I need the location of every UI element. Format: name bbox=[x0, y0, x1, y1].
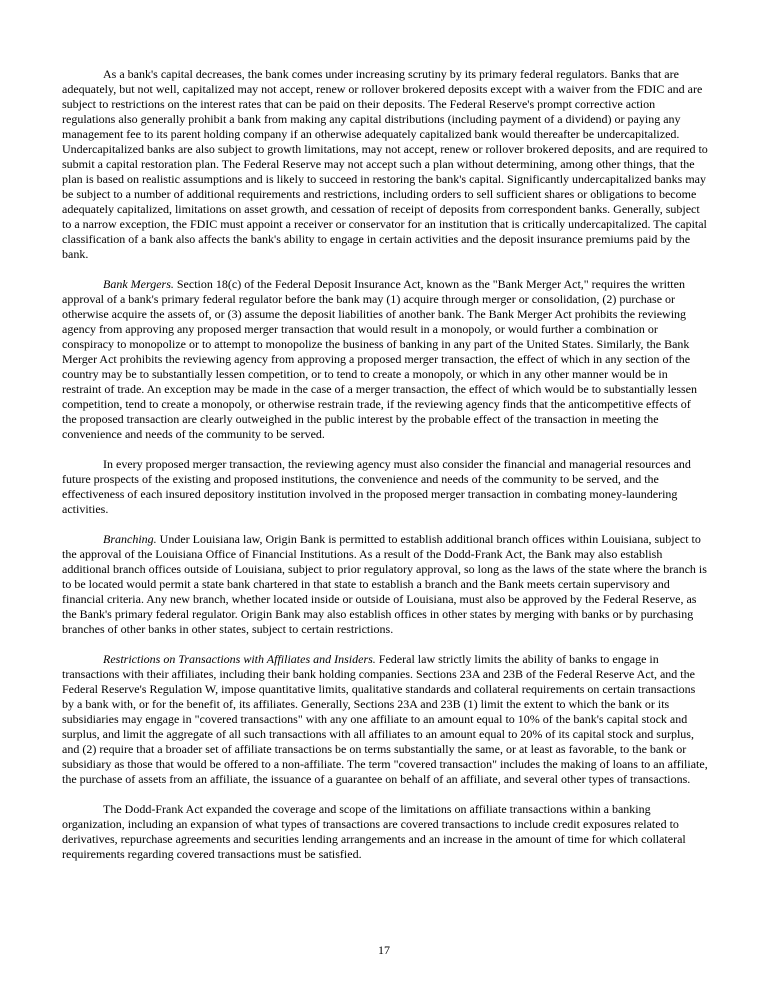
paragraph-merger-considerations bbox=[62, 457, 708, 517]
paragraph-text: Under Louisiana law, Origin Bank is permitted to establish additional branch offices within Louisiana, subject to the approval of the Louisiana Office of Financial Institutions. As a result of the Dodd-Frank Act, the Bank may also establish additional branch offices outside of Louisiana, subject to prior regulatory approval, so long as the laws of the state where the branch is to be located would permit a state bank chartered in that state to establish a branch and the Bank meets certain supervisory and financial criteria. Any new branch, whether located inside or outside of Louisiana, must also be approved by the Federal Reserve, as the Bank's primary federal regulator. Origin Bank may also establish offices in other states by merging with banks or by purchasing branches of other banks in other states, subject to certain restrictions. bbox=[62, 532, 707, 636]
paragraph-text: Federal law strictly limits the ability of banks to engage in transactions with their affiliates, including their bank holding companies. Sections 23A and 23B of the Federal Reserve Act, and the Federal Reserve's Regulation W, impose quantitative limits, qualitative standards and collateral requirements on certain transactions by a bank with, or for the benefit of, its affiliates. Generally, Sections 23A and 23B (1) limit the extent to which the bank or its subsidiaries may engage in "covered transactions" with any one affiliate to an amount equal to 10% of the bank's capital stock and surplus, and limit the aggregate of all such transactions with all affiliates to an amount equal to 20% of its capital stock and surplus, and (2) require that a broader set of affiliate transactions be on terms substantially the same, or at least as favorable, to the bank or subsidiary as those that would be offered to a non-affiliate. The term "covered transaction" includes the making of loans to an affiliate, the purchase of assets from an affiliate, the issuance of a guarantee on behalf of an affiliate, and several other types of transactions. bbox=[62, 652, 708, 786]
document-body bbox=[62, 67, 708, 877]
page-number: 17 bbox=[378, 943, 390, 957]
paragraph-text: The Dodd-Frank Act expanded the coverage and scope of the limitations on affiliate transactions within a banking organization, including an expansion of what types of transactions are covered transactions to include credit exposures related to derivatives, repurchase agreements and securities lending arrangements and an increase in the amount of time for which collateral requirements regarding covered transactions must be satisfied. bbox=[62, 802, 686, 861]
paragraph-lead-italic: Branching. bbox=[103, 532, 157, 546]
paragraph-text: Section 18(c) of the Federal Deposit Insurance Act, known as the "Bank Merger Act," requires the written approval of a bank's primary federal regulator before the bank may (1) acquire through merger or consolidation, (2) purchase or otherwise acquire the assets of, or (3) assume the deposit liabilities of another bank. The Bank Merger Act prohibits the reviewing agency from approving any proposed merger transaction that would result in a monopoly, or would further a combination or conspiracy to monopolize or to attempt to monopolize the business of banking in any part of the United States. Similarly, the Bank Merger Act prohibits the reviewing agency from approving a proposed merger transaction, the effect of which in any section of the country may be to substantially lessen competition, or to tend to create a monopoly, or which in any other manner would be in restraint of trade. An exception may be made in the case of a merger transaction, the effect of which would be to substantially lessen competition, tend to create a monopoly, or otherwise restrain trade, if the reviewing agency finds that the anticompetitive effects of the proposed transaction are clearly outweighed in the public interest by the probable effect of the transaction in meeting the convenience and needs of the community to be served. bbox=[62, 277, 698, 441]
paragraph-lead-italic: Restrictions on Transactions with Affiliates and Insiders. bbox=[103, 652, 376, 666]
paragraph-bank-mergers bbox=[62, 277, 708, 442]
paragraph-lead-italic: Bank Mergers. bbox=[103, 277, 174, 291]
paragraph-text: As a bank's capital decreases, the bank comes under increasing scrutiny by its primary federal regulators. Banks that are adequately, but not well, capitalized may not accept, renew or rollover brokered deposits except with a waiver from the FDIC and are subject to restrictions on the interest rates that can be paid on their deposits. The Federal Reserve's prompt corrective action regulations also generally prohibit a bank from making any capital distributions (including payment of a dividend) or paying any management fee to its parent holding company if an otherwise adequately capitalized bank would thereafter be undercapitalized. Undercapitalized banks are also subject to growth limitations, may not accept, renew or rollover brokered deposits, and are required to submit a capital restoration plan. The Federal Reserve may not accept such a plan without determining, among other things, that the plan is based on realistic assumptions and is likely to succeed in restoring the bank's capital. Significantly undercapitalized banks may be subject to a number of additional requirements and restrictions, including orders to sell sufficient shares or obligations to become adequately capitalized, limitations on asset growth, and cessation of receipt of deposits from correspondent banks. Generally, subject to a narrow exception, the FDIC must appoint a receiver or conservator for an institution that is critically undercapitalized. The capital classification of a bank also affects the bank's ability to engage in certain activities and the deposit insurance premiums paid by the bank. bbox=[62, 67, 708, 261]
paragraph-capital-scrutiny bbox=[62, 67, 708, 262]
paragraph-branching bbox=[62, 532, 708, 637]
paragraph-dodd-frank-expansion bbox=[62, 802, 708, 862]
paragraph-affiliate-restrictions bbox=[62, 652, 708, 787]
paragraph-text: In every proposed merger transaction, the reviewing agency must also consider the financial and managerial resources and future prospects of the existing and proposed institutions, the convenience and needs of the community to be served, and the effectiveness of each insured depository institution involved in the proposed merger transaction in combating money-laundering activities. bbox=[62, 457, 691, 516]
